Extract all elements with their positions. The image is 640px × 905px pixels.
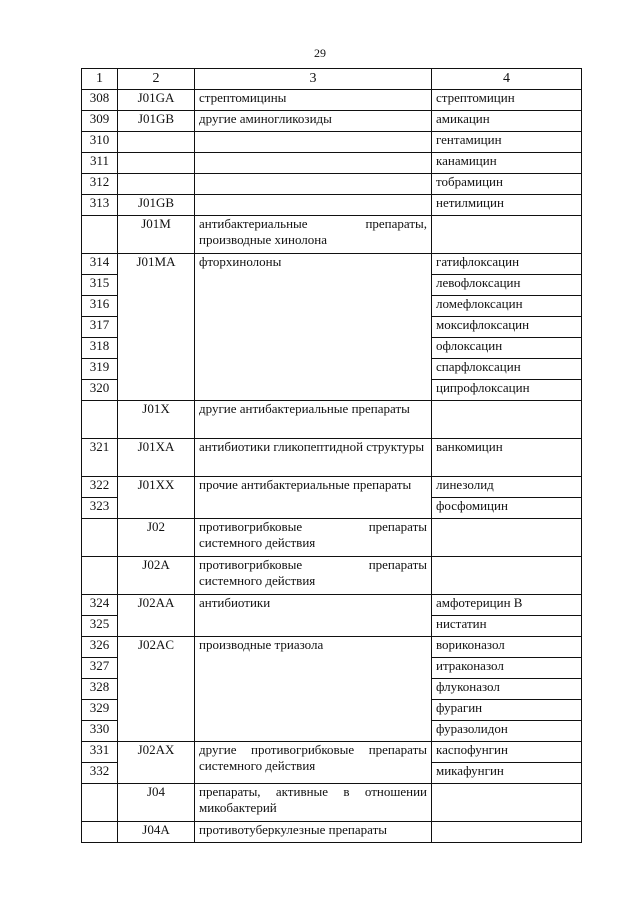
row-number: 321 <box>82 439 118 477</box>
table-row <box>82 195 582 216</box>
group-name <box>195 195 432 216</box>
atc-code <box>118 132 195 153</box>
drug-name: спарфлоксацин <box>432 359 582 380</box>
drug-name: ломефлоксацин <box>432 296 582 317</box>
group-name: прочие антибактериальные препараты <box>195 477 432 519</box>
row-number: 308 <box>82 90 118 111</box>
row-number: 331 <box>82 742 118 763</box>
row-number: 319 <box>82 359 118 380</box>
row-number: 329 <box>82 700 118 721</box>
drug-name: амикацин <box>432 111 582 132</box>
table-row <box>82 132 582 153</box>
table-row <box>82 254 582 275</box>
row-number: 318 <box>82 338 118 359</box>
atc-code: J02 <box>118 519 195 557</box>
drug-name: тобрамицин <box>432 174 582 195</box>
row-number: 324 <box>82 595 118 616</box>
drug-name <box>432 557 582 595</box>
row-number <box>82 519 118 557</box>
drug-name: стрептомицин <box>432 90 582 111</box>
drug-name: гатифлоксацин <box>432 254 582 275</box>
row-number: 315 <box>82 275 118 296</box>
table-row <box>82 637 582 658</box>
group-name: стрептомицины <box>195 90 432 111</box>
atc-code: J04 <box>118 784 195 822</box>
table-row <box>82 742 582 763</box>
drug-name: итраконазол <box>432 658 582 679</box>
drug-name: ванкомицин <box>432 439 582 477</box>
row-number: 314 <box>82 254 118 275</box>
drug-register-table <box>81 68 582 843</box>
drug-name <box>432 822 582 843</box>
drug-name: фурагин <box>432 700 582 721</box>
row-number: 313 <box>82 195 118 216</box>
drug-name: вориконазол <box>432 637 582 658</box>
table-row <box>82 477 582 498</box>
table-row <box>82 153 582 174</box>
drug-name: нетилмицин <box>432 195 582 216</box>
table-row <box>82 401 582 439</box>
group-name: противотуберкулезные препараты <box>195 822 432 843</box>
drug-name <box>432 519 582 557</box>
drug-name: линезолид <box>432 477 582 498</box>
row-number: 316 <box>82 296 118 317</box>
table-row <box>82 595 582 616</box>
row-number <box>82 784 118 822</box>
atc-code <box>118 174 195 195</box>
group-name: другие аминогликозиды <box>195 111 432 132</box>
group-name <box>195 153 432 174</box>
atc-code: J01GB <box>118 111 195 132</box>
table-row <box>82 519 582 557</box>
drug-name: каспофунгин <box>432 742 582 763</box>
drug-name: ципрофлоксацин <box>432 380 582 401</box>
row-number: 325 <box>82 616 118 637</box>
atc-code: J01MA <box>118 254 195 401</box>
column-header: 2 <box>118 69 195 90</box>
row-number: 328 <box>82 679 118 700</box>
table-row <box>82 90 582 111</box>
group-name: производные триазола <box>195 637 432 742</box>
table-row <box>82 784 582 822</box>
table-row <box>82 822 582 843</box>
atc-code: J02AA <box>118 595 195 637</box>
drug-name: нистатин <box>432 616 582 637</box>
drug-name: левофлоксацин <box>432 275 582 296</box>
atc-code: J01M <box>118 216 195 254</box>
row-number <box>82 216 118 254</box>
page-number: 29 <box>314 46 326 60</box>
group-name: препараты, активные в отношении микобактерий <box>195 784 432 822</box>
atc-code: J01GB <box>118 195 195 216</box>
drug-name: микафунгин <box>432 763 582 784</box>
table-row <box>82 439 582 477</box>
table-row <box>82 557 582 595</box>
atc-code: J01X <box>118 401 195 439</box>
group-name: противогрибковые препараты системного действия <box>195 519 432 557</box>
atc-code: J02AX <box>118 742 195 784</box>
group-name: противогрибковые препараты системного действия <box>195 557 432 595</box>
group-name <box>195 174 432 195</box>
row-number: 309 <box>82 111 118 132</box>
drug-name: офлоксацин <box>432 338 582 359</box>
row-number: 323 <box>82 498 118 519</box>
group-name <box>195 132 432 153</box>
atc-code <box>118 153 195 174</box>
group-name: фторхинолоны <box>195 254 432 401</box>
row-number: 322 <box>82 477 118 498</box>
atc-code: J02A <box>118 557 195 595</box>
table-row <box>82 216 582 254</box>
row-number <box>82 557 118 595</box>
drug-name: канамицин <box>432 153 582 174</box>
drug-name <box>432 401 582 439</box>
drug-name: фосфомицин <box>432 498 582 519</box>
group-name: антибиотики <box>195 595 432 637</box>
drug-name: моксифлоксацин <box>432 317 582 338</box>
drug-name: амфотерицин В <box>432 595 582 616</box>
row-number: 330 <box>82 721 118 742</box>
row-number: 332 <box>82 763 118 784</box>
group-name: антибиотики гликопептидной структуры <box>195 439 432 477</box>
atc-code: J04A <box>118 822 195 843</box>
group-name: антибактериальные препараты, производные хинолона <box>195 216 432 254</box>
atc-code: J02AC <box>118 637 195 742</box>
atc-code: J01XA <box>118 439 195 477</box>
table-header-row <box>82 69 582 90</box>
row-number: 311 <box>82 153 118 174</box>
row-number: 317 <box>82 317 118 338</box>
drug-name <box>432 216 582 254</box>
row-number <box>82 401 118 439</box>
column-header: 4 <box>432 69 582 90</box>
row-number: 312 <box>82 174 118 195</box>
atc-code: J01GA <box>118 90 195 111</box>
row-number: 327 <box>82 658 118 679</box>
drug-name: гентамицин <box>432 132 582 153</box>
table-row <box>82 111 582 132</box>
drug-name <box>432 784 582 822</box>
column-header: 3 <box>195 69 432 90</box>
group-name: другие противогрибковые препараты системного действия <box>195 742 432 784</box>
group-name: другие антибактериальные препараты <box>195 401 432 439</box>
table-row <box>82 174 582 195</box>
row-number <box>82 822 118 843</box>
atc-code: J01XX <box>118 477 195 519</box>
column-header: 1 <box>82 69 118 90</box>
drug-name: флуконазол <box>432 679 582 700</box>
row-number: 310 <box>82 132 118 153</box>
row-number: 320 <box>82 380 118 401</box>
row-number: 326 <box>82 637 118 658</box>
drug-name: фуразолидон <box>432 721 582 742</box>
